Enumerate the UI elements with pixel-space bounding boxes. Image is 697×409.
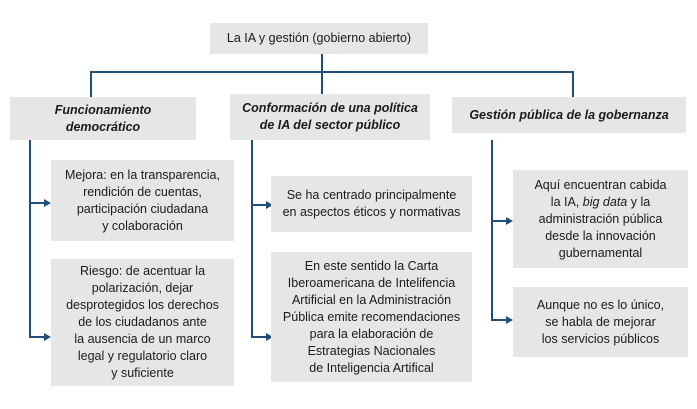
connector-horizontal	[90, 71, 574, 73]
column-heading-gestion	[452, 97, 686, 133]
connector-col1-branch1	[29, 202, 45, 204]
arrow-col1-item1	[44, 199, 51, 207]
big-data-emphasis: big data	[582, 194, 628, 209]
connector-col3-trunk	[491, 140, 493, 321]
connector-col2-branch1	[251, 204, 267, 206]
connector-col3-down	[572, 71, 574, 97]
item-text: En este sentido la Carta Iberoamericana de Intelifencia Artificial en la Administración Pública emite recomendaciones para la elaboración de Estrategias Nacionales de Inteligencia Artifical	[282, 258, 461, 375]
item-aspectos-eticos	[271, 176, 472, 232]
item-text: Aunque no es lo único, se habla de mejorar los servicios públicos	[536, 297, 665, 346]
root-label: La IA y gestión (gobierno abierto)	[226, 31, 412, 45]
arrow-col3-item1	[506, 217, 513, 225]
item-riesgo	[51, 259, 234, 386]
item-text: Riesgo: de acentuar la polarización, dejar desprotegidos los derechos de los ciudadanos ante la ausencia de un marco legal y regulatorio claro y suficiente	[66, 264, 219, 380]
connector-col2-trunk	[251, 140, 253, 338]
item-big-data	[513, 170, 688, 268]
connector-col1-down	[90, 71, 92, 97]
item-text: Mejora: en la transparencia, rendición de cuentas, participación ciudadana y colaboración	[65, 167, 220, 233]
column-heading-politica	[230, 94, 430, 140]
item-servicios-publicos	[513, 287, 688, 357]
column-heading-label: Conformación de una política de IA del sector público	[242, 101, 418, 132]
root-node	[210, 23, 428, 54]
arrow-col1-item2	[44, 333, 51, 341]
item-text: Aquí encuentran cabida la IA, big data y la administración pública desde la innovación gubernamental	[534, 177, 667, 260]
column-heading-label: Gestión pública de la gobernanza	[469, 107, 669, 122]
connector-col3-branch1	[491, 220, 507, 222]
connector-col2-branch2	[251, 336, 267, 338]
column-heading-funcionamiento	[10, 97, 196, 140]
connector-col3-branch2	[491, 319, 507, 321]
item-carta-iberoamericana	[271, 252, 472, 382]
connector-col1-branch2	[29, 336, 45, 338]
item-mejora	[51, 160, 234, 241]
item-text: Se ha centrado principalmente en aspectos éticos y normativas	[282, 188, 461, 219]
arrow-col3-item2	[506, 316, 513, 324]
connector-col1-trunk	[29, 140, 31, 338]
column-heading-label: Funcionamiento democrático	[54, 102, 152, 134]
connector-root-down	[321, 53, 323, 73]
